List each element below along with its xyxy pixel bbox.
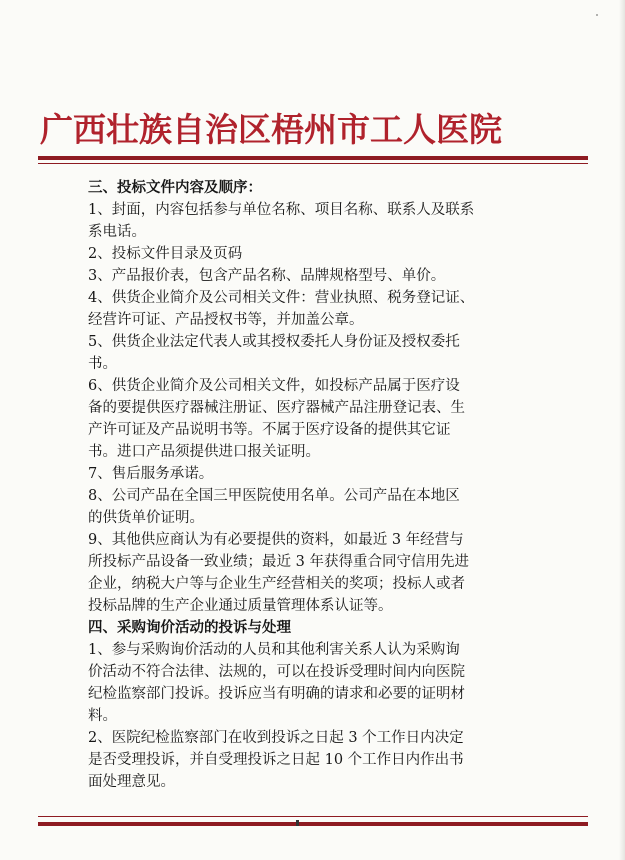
body-line: 2、投标文件目录及页码 <box>88 246 243 262</box>
footer-rule-thin <box>38 816 588 817</box>
body-line: 书。进口产品须提供进口报关证明。 <box>88 444 320 460</box>
body-line: 1、封面，内容包括参与单位名称、项目名称、联系人及联系 <box>88 202 475 218</box>
body-line: 面处理意见。 <box>88 774 175 790</box>
body-line: 的供货单价证明。 <box>88 510 204 526</box>
body-line: 投标品牌的生产企业通过质量管理体系认证等。 <box>88 598 393 614</box>
body-line: 7、售后服务承诺。 <box>88 466 214 482</box>
body-line: 4、供货企业简介及公司相关文件：营业执照、税务登记证、 <box>88 290 475 306</box>
footer-rule-thick <box>38 822 588 826</box>
body-line: 8、公司产品在全国三甲医院使用名单。公司产品在本地区 <box>88 488 460 504</box>
body-line: 纪检监察部门投诉。投诉应当有明确的请求和必要的证明材 <box>88 686 465 702</box>
body-line: 所投标产品设备一致业绩；最近 3 年获得重合同守信用先进 <box>88 554 469 570</box>
letterhead-rule-thick <box>38 156 588 160</box>
body-line: 产许可证及产品说明书等。不属于医疗设备的提供其它证 <box>88 422 451 438</box>
body-line: 书。 <box>88 356 117 372</box>
body-line: 是否受理投诉，并自受理投诉之日起 10 个工作日内作出书 <box>88 752 464 768</box>
section-heading: 四、采购询价活动的投诉与处理 <box>88 619 291 636</box>
letterhead-title: 广西壮族自治区梧州市工人医院 <box>40 110 502 149</box>
body-line: 5、供货企业法定代表人或其授权委托人身份证及授权委托 <box>88 334 460 350</box>
section-heading: 三、投标文件内容及顺序： <box>88 179 262 196</box>
body-line: 价活动不符合法律、法规的，可以在投诉受理时间内向医院 <box>88 664 465 680</box>
body-line: 系电话。 <box>88 224 146 240</box>
document-body <box>88 177 528 793</box>
body-line: 1、参与采购询价活动的人员和其他利害关系人认为采购询 <box>88 642 460 658</box>
body-line: 6、供货企业简介及公司相关文件，如投标产品属于医疗设 <box>88 378 460 394</box>
scan-edge-shadow <box>619 0 625 860</box>
body-line: 企业，纳税大户等与企业生产经营相关的奖项；投标人或者 <box>88 576 465 592</box>
body-line: 备的要提供医疗器械注册证、医疗器械产品注册登记表、生 <box>88 400 465 416</box>
body-line: 经营许可证、产品授权书等，并加盖公章。 <box>88 312 364 328</box>
body-line: 料。 <box>88 708 117 724</box>
scan-speck <box>596 14 598 16</box>
letterhead-rule-thin <box>38 163 588 164</box>
body-line: 9、其他供应商认为有必要提供的资料，如最近 3 年经营与 <box>88 532 464 548</box>
footer-page-mark <box>296 820 299 826</box>
body-line: 2、医院纪检监察部门在收到投诉之日起 3 个工作日内决定 <box>88 730 464 746</box>
body-line: 3、产品报价表，包含产品名称、品牌规格型号、单价。 <box>88 268 446 284</box>
